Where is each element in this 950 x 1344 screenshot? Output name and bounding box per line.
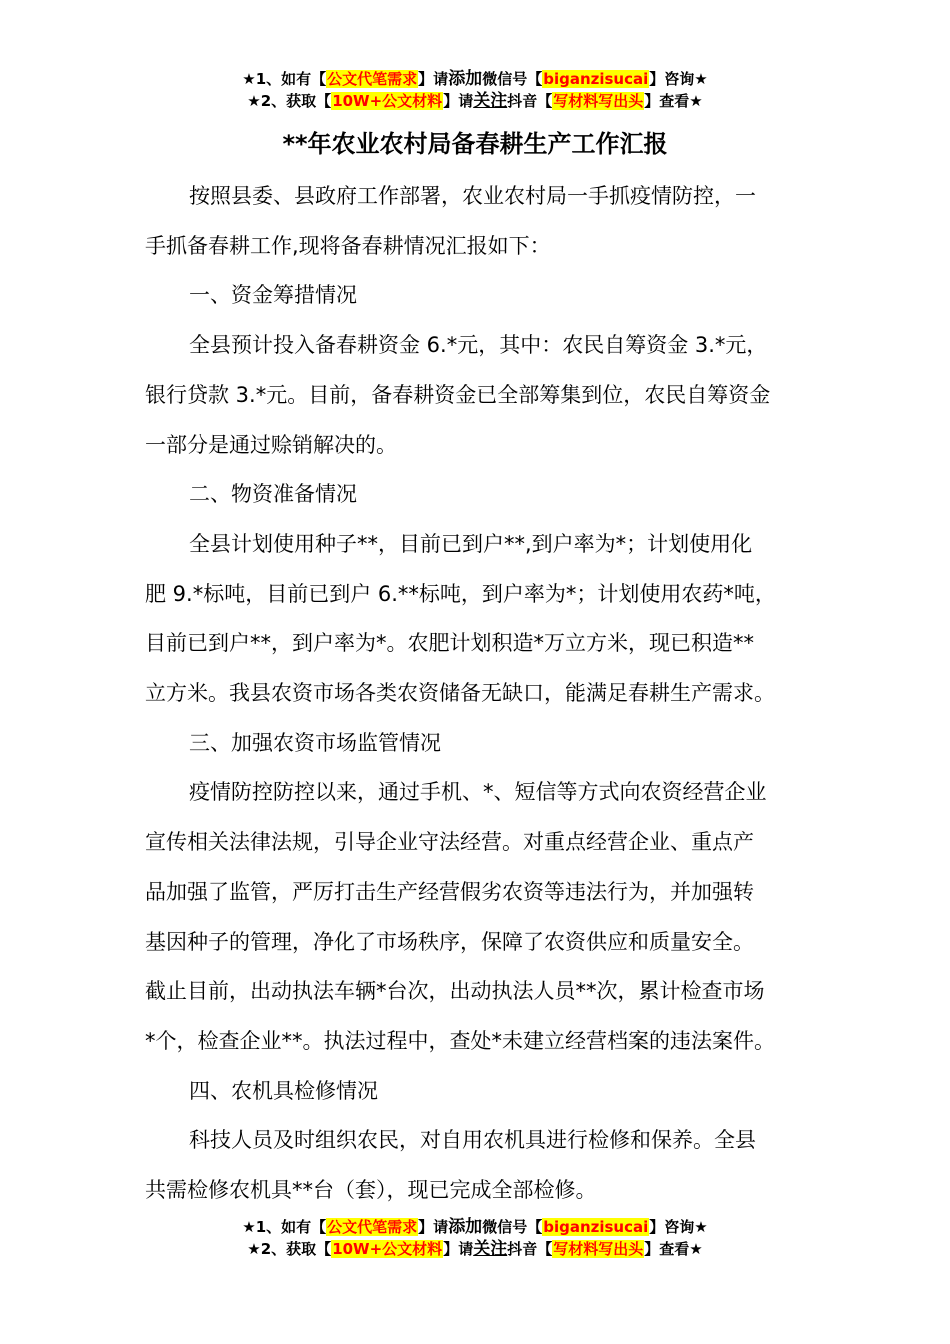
text-line: 基因种子的管理，净化了市场秩序，保障了农资供应和质量安全。 — [145, 929, 754, 954]
text-line: 截止目前，出动执法车辆*台次，出动执法人员**次，累计检查市场 — [145, 979, 765, 1004]
highlight-douyin-id: 写材料写出头 — [553, 92, 644, 110]
text-line: 共需检修农机具**台（套），现已完成全部检修。 — [145, 1178, 597, 1203]
text-line: 肥 9.*标吨，目前已到户 6.**标吨，到户率为*；计划使用农药*吨， — [145, 581, 776, 606]
banner-text: 抖音【 — [507, 92, 553, 110]
section-1-heading — [145, 271, 805, 321]
heading-text: 一、资金筹措情况 — [189, 283, 357, 308]
banner-emphasis: 关注 — [473, 1239, 508, 1259]
section-4-paragraph — [145, 1116, 805, 1215]
banner-text: 】查看★ — [644, 1240, 703, 1258]
section-2-paragraph — [145, 520, 805, 719]
text-line: 手抓备春耕工作,现将备春耕情况汇报如下： — [145, 233, 551, 258]
banner-line-1 — [0, 1216, 950, 1238]
banner-emphasis: 关注 — [473, 91, 508, 111]
document-body — [145, 172, 805, 1216]
section-4-heading — [145, 1067, 805, 1117]
banner-text: ★2、获取【 — [247, 1240, 332, 1258]
text-line: 疫情防控防控以来，通过手机、*、短信等方式向农资经营企业 — [189, 780, 767, 805]
section-2-heading — [145, 470, 805, 520]
highlight-materials: 10W+公文材料 — [332, 92, 443, 110]
banner-emphasis: 添加 — [448, 1217, 483, 1237]
banner-text: 抖音【 — [507, 1240, 553, 1258]
highlight-douyin-id: 写材料写出头 — [553, 1240, 644, 1258]
text-line: 目前已到户**，到户率为*。农肥计划积造*万立方米，现已积造** — [145, 631, 754, 656]
banner-text: 】查看★ — [644, 92, 703, 110]
banner-line-2 — [0, 1238, 950, 1260]
text-line: 品加强了监管，严厉打击生产经营假劣农资等违法行为，并加强转 — [145, 879, 754, 904]
banner-text: ★2、获取【 — [247, 92, 332, 110]
top-banner — [0, 68, 950, 112]
section-3-heading — [145, 719, 805, 769]
banner-text: 微信号【 — [482, 70, 543, 88]
heading-text: 三、加强农资市场监管情况 — [189, 730, 441, 755]
banner-text: 】请 — [418, 70, 449, 88]
highlight-service: 公文代笔需求 — [327, 1218, 418, 1236]
text-line: 一部分是通过赊销解决的。 — [145, 432, 397, 457]
banner-line-2 — [0, 90, 950, 112]
bottom-banner — [0, 1216, 950, 1260]
section-3-paragraph — [145, 768, 805, 1066]
banner-text: 微信号【 — [482, 1218, 543, 1236]
text-line: 宣传相关法律法规，引导企业守法经营。对重点经营企业、重点产 — [145, 830, 754, 855]
text-line: 立方米。我县农资市场各类农资储备无缺口，能满足春耕生产需求。 — [145, 681, 775, 706]
banner-emphasis: 添加 — [448, 69, 483, 89]
text-line: 按照县委、县政府工作部署，农业农村局一手抓疫情防控，一 — [189, 184, 756, 208]
banner-text: 】咨询★ — [649, 1218, 708, 1236]
text-line: 全县预计投入备春耕资金 6.*元，其中：农民自筹资金 3.*元， — [189, 333, 768, 358]
heading-text: 二、物资准备情况 — [189, 482, 357, 507]
highlight-wechat-id: biganzisucai — [543, 1218, 649, 1236]
banner-text: 】请 — [443, 92, 474, 110]
document-title: **年农业农村局备春耕生产工作汇报 — [282, 130, 668, 158]
heading-text: 四、农机具检修情况 — [189, 1078, 378, 1103]
text-line: *个，检查企业**。执法过程中，查处*未建立经营档案的违法案件。 — [145, 1028, 775, 1053]
text-line: 全县计划使用种子**，目前已到户**,到户率为*；计划使用化 — [189, 531, 753, 556]
banner-text: 】请 — [418, 1218, 449, 1236]
intro-paragraph — [145, 172, 805, 271]
banner-text: 】咨询★ — [649, 70, 708, 88]
text-line: 银行贷款 3.*元。目前，备春耕资金已全部筹集到位，农民自筹资金 — [145, 382, 771, 407]
banner-line-1 — [0, 68, 950, 90]
banner-text: ★1、如有【 — [242, 1218, 327, 1236]
banner-text: ★1、如有【 — [242, 70, 327, 88]
section-1-paragraph — [145, 321, 805, 470]
banner-text: 】请 — [443, 1240, 474, 1258]
text-line: 科技人员及时组织农民，对自用农机具进行检修和保养。全县 — [189, 1128, 756, 1153]
highlight-materials: 10W+公文材料 — [332, 1240, 443, 1258]
highlight-service: 公文代笔需求 — [327, 70, 418, 88]
highlight-wechat-id: biganzisucai — [543, 70, 649, 88]
